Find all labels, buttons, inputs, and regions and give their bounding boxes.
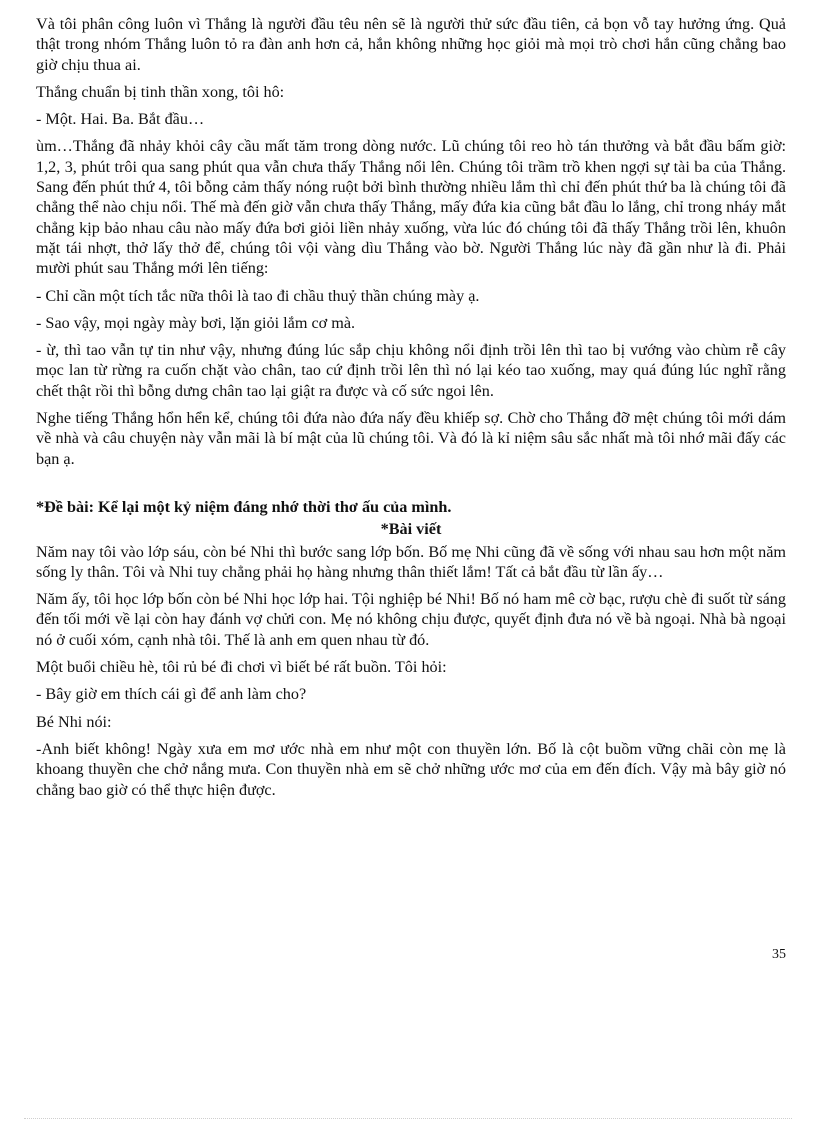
- paragraph: ùm…Thắng đã nhảy khỏi cây cầu mất tăm trong dòng nước. Lũ chúng tôi reo hò tán thưởng và bắt đầu bấm giờ: 1,2, 3, phút trôi qua sang phút qua vẫn chưa thấy Thắng nổi lên. Chúng tôi trầm trồ khen ngợi sự tài ba của Thắng. Sang đến phút thứ 4, tôi bỗng cảm thấy nóng ruột bởi bình thường nhiều lắm thì chỉ đến phút thứ ba là chúng tôi đã chẳng thể nào chịu nổi. Thế mà đến giờ vẫn chưa thấy Thắng, mấy đứa kia cũng bắt đầu lo lắng, chỉ trong nháy mắt chẳng kịp bảo nhau câu nào mấy đứa bơi giỏi liền nhảy xuống, vừa lúc đó chúng tôi đã thấy Thắng trồi lên, khuôn mặt tái nhợt, thở lấy thở để, chúng tôi vội vàng dìu Thắng vào bờ. Người Thắng lúc này đã gần như là đi. Phải mười phút sau Thắng mới lên tiếng:: [36, 137, 786, 278]
- paragraph: Và tôi phân công luôn vì Thắng là người đầu têu nên sẽ là người thử sức đầu tiên, cả bọn vỗ tay hưởng ứng. Quả thật trong nhóm Thắng luôn tỏ ra đàn anh hơn cả, hắn không những học giỏi mà mọi trò chơi hắn cũng chẳng bao giờ chịu thua ai.: [36, 15, 786, 74]
- paragraph: Năm nay tôi vào lớp sáu, còn bé Nhi thì bước sang lớp bốn. Bố mẹ Nhi cũng đã về sống với nhau sau hơn một năm sống ly thân. Tôi và Nhi tuy chẳng phải họ hàng nhưng thân thiết lắm! Tất cả bắt đầu từ lần ấy…: [36, 542, 786, 581]
- dialogue-line: - Bây giờ em thích cái gì để anh làm cho?: [36, 685, 307, 704]
- paragraph: Năm ấy, tôi học lớp bốn còn bé Nhi học lớp hai. Tội nghiệp bé Nhi! Bố nó ham mê cờ bạc, rượu chè đi suốt từ sáng đến tối mới về lại còn hay đánh vợ chửi con. Mẹ nó không chịu được, quyết định đưa nó về bà ngoại. Nhà bà ngoại nó ở cuối xóm, cạnh nhà tôi. Thế là anh em quen nhau từ đó.: [36, 590, 786, 649]
- dialogue-line: - Chỉ cần một tích tắc nữa thôi là tao đi chầu thuỷ thần chúng mày ạ.: [36, 286, 480, 305]
- dialogue-line: - ừ, thì tao vẫn tự tin như vậy, nhưng đúng lúc sắp chịu không nổi định trồi lên thì tao bị vướng vào chùm rễ cây mọc lan từ rừng ra cuốn chặt vào chân, tao cứ định trồi lên thì nó lại kéo tao xuống, may quá đúng lúc nghĩ rằng chết thật rồi thì bỗng dưng chân tao lại giật ra được và cố sức ngoi lên.: [36, 341, 786, 400]
- paragraph: Thắng chuẩn bị tinh thần xong, tôi hô:: [36, 82, 285, 101]
- paragraph: Bé Nhi nói:: [36, 712, 112, 731]
- paragraph: Nghe tiếng Thắng hổn hển kể, chúng tôi đứa nào đứa nấy đều khiếp sợ. Chờ cho Thắng đỡ mệt chúng tôi mới dám về nhà và câu chuyện này vẫn mãi là bí mật của lũ chúng tôi. Và đó là kỉ niệm sâu sắc nhất mà tôi nhớ mãi đấy các bạn ạ.: [36, 409, 786, 468]
- dialogue-line: -Anh biết không! Ngày xưa em mơ ước nhà em như một con thuyền lớn. Bố là cột buồm vững chãi còn mẹ là khoang thuyền che chở nắng mưa. Con thuyền nhà em sẽ chở những ước mơ của em đến đích. Vậy mà bây giờ nó chẳng bao giờ có thể thực hiện được.: [36, 739, 786, 799]
- section-heading: *Bài viết: [380, 520, 442, 539]
- page-number: 35: [772, 947, 786, 962]
- document-page: [36, 14, 786, 807]
- paragraph: Một buổi chiều hè, tôi rủ bé đi chơi vì biết bé rất buồn. Tôi hỏi:: [36, 658, 447, 677]
- prompt-title: *Đề bài: Kể lại một kỷ niệm đáng nhớ thời thơ ấu của mình.: [36, 497, 452, 516]
- dialogue-line: - Một. Hai. Ba. Bắt đầu…: [36, 110, 205, 129]
- footer-divider: [24, 1118, 792, 1119]
- dialogue-line: - Sao vậy, mọi ngày mày bơi, lặn giỏi lắm cơ mà.: [36, 313, 356, 332]
